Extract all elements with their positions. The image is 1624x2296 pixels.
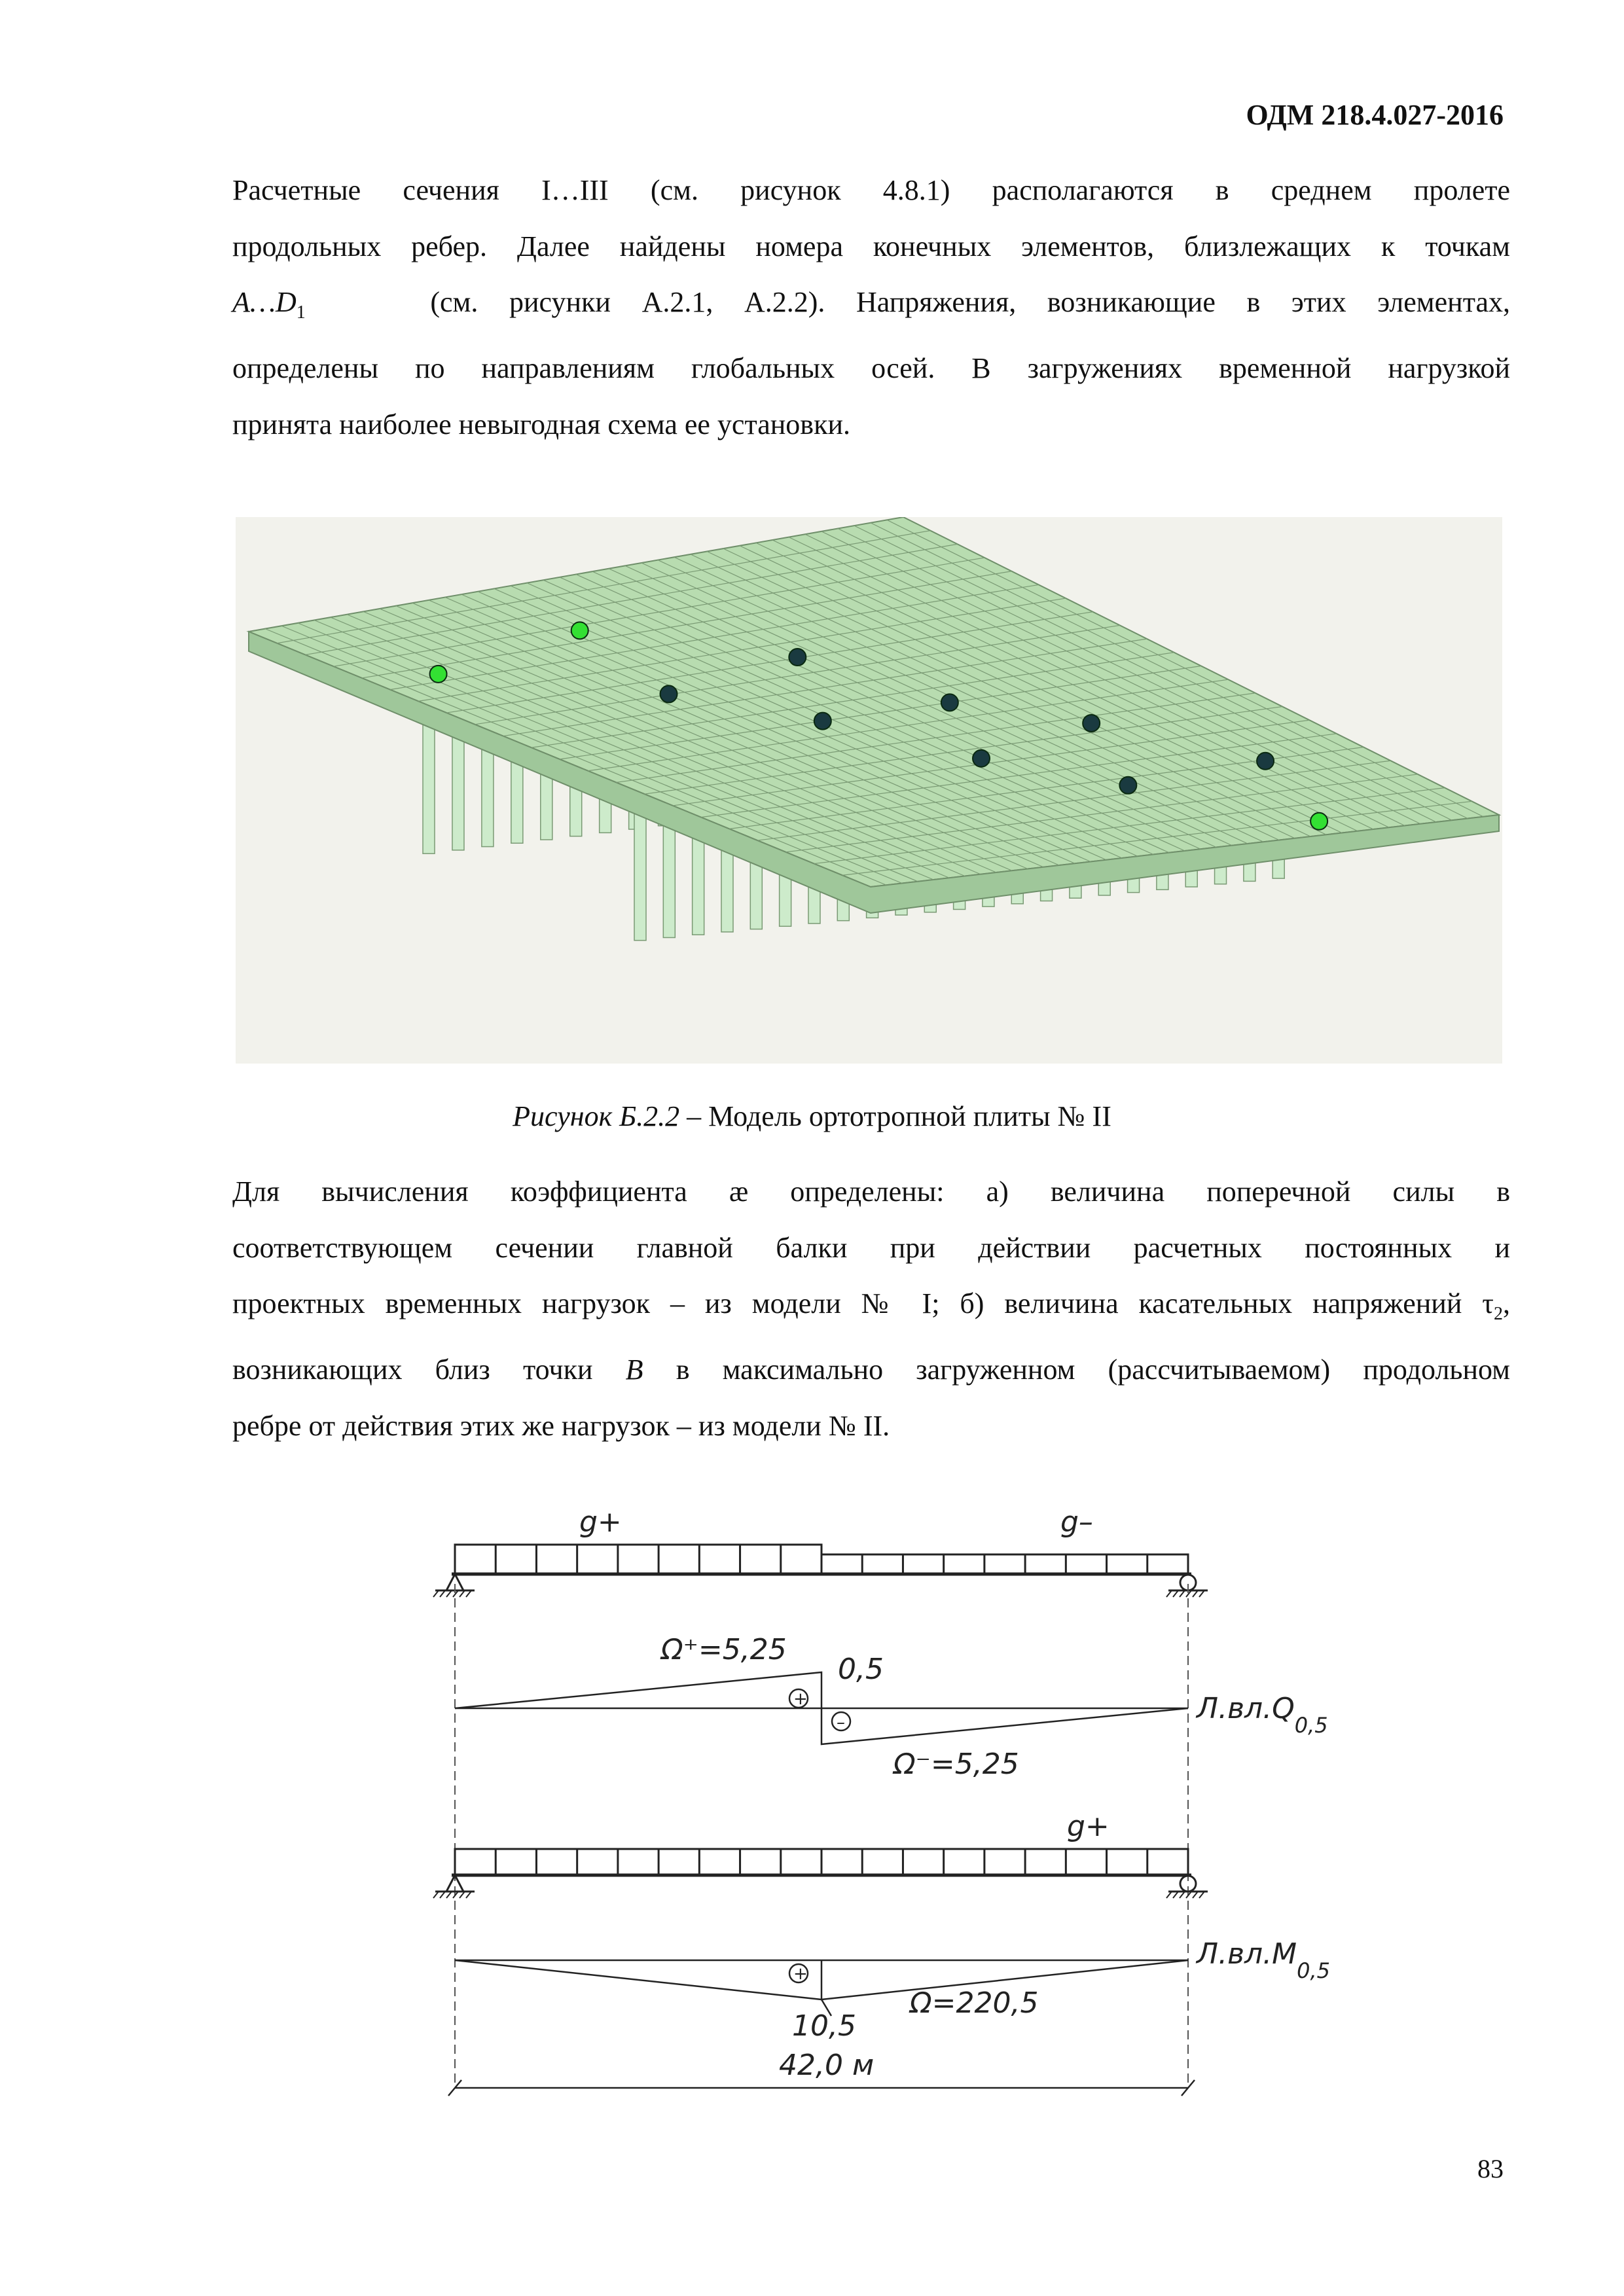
influence-line-q <box>455 1672 1188 1744</box>
text-line: ребре от действия этих же нагрузок – из модели № II. <box>232 1409 890 1442</box>
page-number: 83 <box>1477 2154 1504 2183</box>
text-line-main: проектных временных нагрузок – из модели № I; б) величина касательных напряжений τ <box>232 1287 1494 1319</box>
influence-m-label <box>1195 1937 1330 1983</box>
point-b: B <box>625 1354 643 1386</box>
load-diagram-top <box>433 1545 1208 1597</box>
reference-point-marker <box>660 685 677 702</box>
paragraph-sections <box>232 162 1510 452</box>
load-dividers <box>496 1849 1147 1875</box>
point-range: A…D <box>232 286 297 318</box>
reference-point-marker <box>814 713 831 730</box>
ordinate-m-label: 10,5 <box>792 2009 856 2043</box>
reference-point-marker <box>1083 715 1100 732</box>
influence-m-text: Л.вл.M <box>1197 1937 1297 1971</box>
text-line-rest: (см. рисунки А.2.1, А.2.2). Напряжения, возникающие в этих элементах, <box>430 286 1510 318</box>
load-diagram-bottom <box>433 1849 1208 1898</box>
paragraph-coefficient <box>232 1164 1510 1454</box>
text-line <box>232 274 1510 340</box>
rib-panel <box>423 709 435 853</box>
text-line-rest: в максимально загруженном (рассчитываемом) продольном <box>676 1354 1511 1386</box>
reference-point-marker <box>789 649 806 666</box>
text-line: Для вычисления коэффициента æ определены: а) величина поперечной силы в <box>232 1175 1510 1208</box>
text-line: принята наиболее невыгодная схема ее установки. <box>232 408 851 440</box>
caption-label: Рисунок Б.2.2 <box>513 1100 680 1132</box>
omega-m-label: Ω=220,5 <box>910 1986 1039 2020</box>
text-line <box>232 1342 1510 1398</box>
load-label-top-left: g+ <box>579 1505 622 1539</box>
sign-plus: + <box>793 1964 808 1984</box>
point-subscript: 1 <box>296 302 306 323</box>
text-line: Расчетные сечения I…III (см. рисунок 4.8.1) располагаются в среднем пролете <box>232 174 1510 206</box>
tau-subscript: 2 <box>1494 1303 1503 1324</box>
caption-text: – Модель ортотропной плиты № II <box>679 1100 1111 1132</box>
load-block-negative <box>821 1554 1188 1574</box>
sign-plus: + <box>793 1689 808 1709</box>
sign-minus: – <box>837 1713 845 1732</box>
influence-line-m <box>455 1960 1188 2016</box>
ground-hatching <box>433 1590 1204 1597</box>
influence-q-subscript: 0,5 <box>1294 1713 1328 1738</box>
influence-q-label <box>1195 1692 1328 1738</box>
text-line: соответствующем сечении главной балки при действии расчетных постоянных и <box>232 1231 1510 1264</box>
reference-point-marker <box>1119 777 1136 794</box>
reference-point-marker <box>973 750 990 767</box>
reference-point-marker <box>1310 813 1327 830</box>
text-line: продольных ребер. Далее найдены номера конечных элементов, близлежащих к точкам <box>232 230 1510 262</box>
influence-q-text: Л.вл.Q <box>1197 1692 1295 1725</box>
reference-point-marker <box>941 694 958 711</box>
load-label-top-right: g– <box>1060 1505 1093 1539</box>
tau-comma: , <box>1503 1287 1510 1319</box>
document-code: ОДМ 218.4.027-2016 <box>1246 99 1504 131</box>
span-dimension <box>448 2080 1195 2096</box>
reference-point-marker <box>1257 753 1274 770</box>
text-line <box>232 1276 1510 1342</box>
ordinate-q-label: 0,5 <box>838 1653 884 1686</box>
load-block-positive <box>455 1545 821 1574</box>
text-line: определены по направлениям глобальных осей. В загружениях временной нагрузкой <box>232 352 1510 385</box>
reference-point-marker <box>571 622 588 639</box>
influence-lines-diagram <box>412 1486 1342 2108</box>
omega-plus-label: Ω⁺=5,25 <box>661 1633 787 1666</box>
omega-minus-label: Ω⁻=5,25 <box>893 1748 1019 1781</box>
orthotropic-plate-model-figure <box>236 517 1502 1064</box>
ground-hatching <box>433 1892 1204 1898</box>
influence-m-subscript: 0,5 <box>1297 1958 1330 1983</box>
span-label: 42,0 м <box>779 2049 875 2082</box>
load-label-bottom: g+ <box>1067 1810 1110 1843</box>
text-line-start: возникающих близ точки <box>232 1354 593 1386</box>
figure-caption <box>0 1100 1624 1133</box>
reference-point-marker <box>430 666 447 683</box>
